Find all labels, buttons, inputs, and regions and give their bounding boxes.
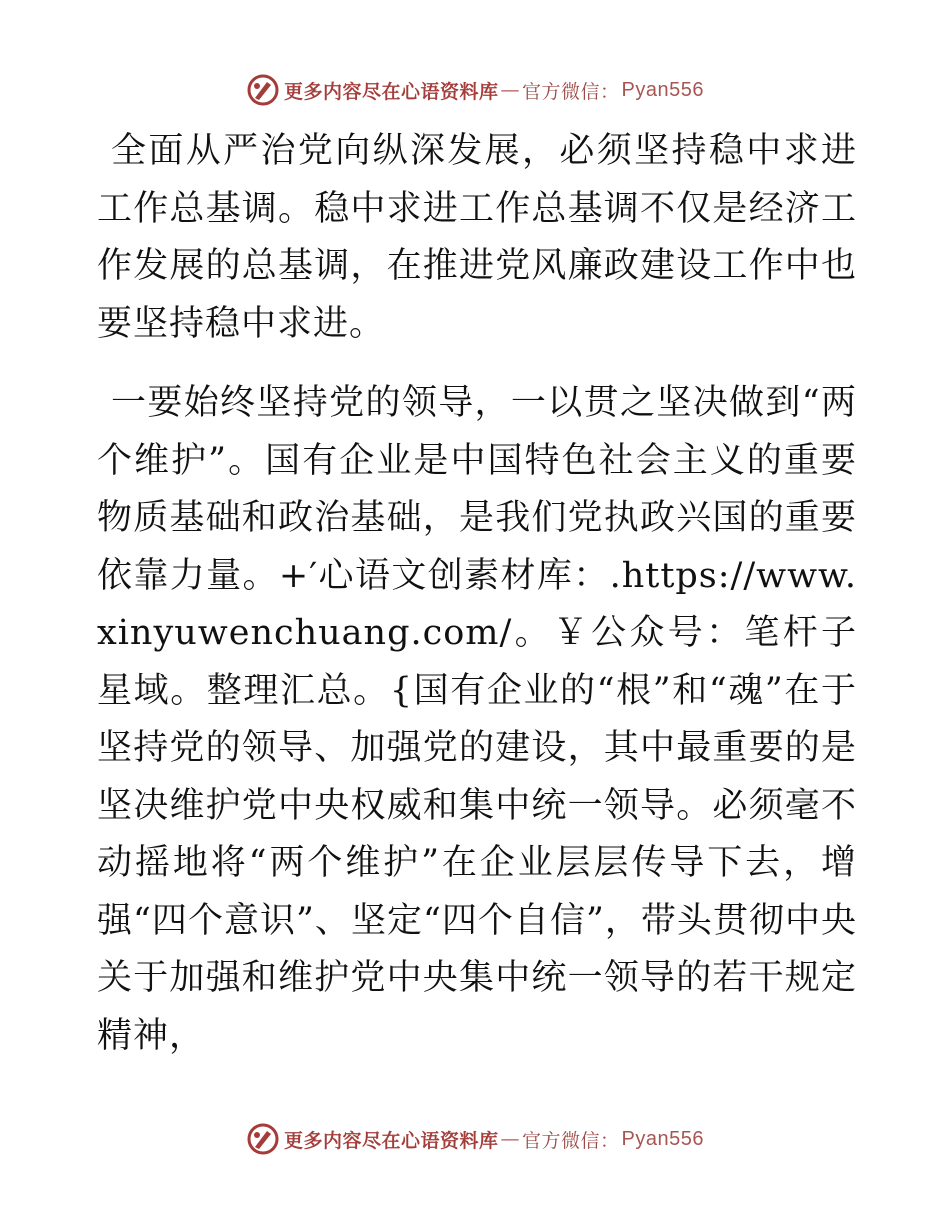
paragraph-1: 全面从严治党向纵深发展，必须坚持稳中求进工作总基调。稳中求进工作总基调不仅是经济工作发展的总基调，在推进党风廉政建设工作中也要坚持稳中求进。 — [97, 131, 857, 344]
footer-banner — [0, 1119, 950, 1159]
header-banner — [0, 70, 950, 110]
brand-logo-icon — [246, 73, 280, 107]
document-body — [97, 123, 857, 1065]
footer-slogan: 更多内容尽在心语资料库 — [283, 1129, 499, 1152]
paragraph-2: 一要始终坚持党的领导，一以贯之坚决做到“两个维护”。国有企业是中国特色社会主义的重要物质基础和政治基础，是我们党执政兴国的重要依靠力量。+′心语文创素材库：.https://www.xinyuwenchuang.com/。￥公众号：笔杆子星域。整理汇总。{国有企业的“根”和“魂”在于坚持党的领导、加强党的建设，其中最重要的是坚决维护党中央权威和集中统一领导。必须毫不动摇地将“两个维护”在企业层层传导下去，增强“四个意识”、坚定“四个自信”，带头贯彻中央关于加强和维护党中央集中统一领导的若干规定精神， — [97, 383, 857, 1056]
footer-colon: ： — [600, 1129, 620, 1152]
footer-separator: — — [500, 1128, 520, 1150]
footer-official-label: 官方微信 — [522, 1129, 601, 1152]
header-separator: — — [500, 79, 520, 101]
header-colon: ： — [600, 80, 620, 103]
header-slogan: 更多内容尽在心语资料库 — [283, 80, 499, 103]
brand-logo-icon — [246, 1122, 280, 1156]
header-wechat-id: Pyan556 — [621, 78, 704, 101]
header-official-label: 官方微信 — [522, 80, 601, 103]
footer-wechat-id: Pyan556 — [621, 1127, 704, 1150]
